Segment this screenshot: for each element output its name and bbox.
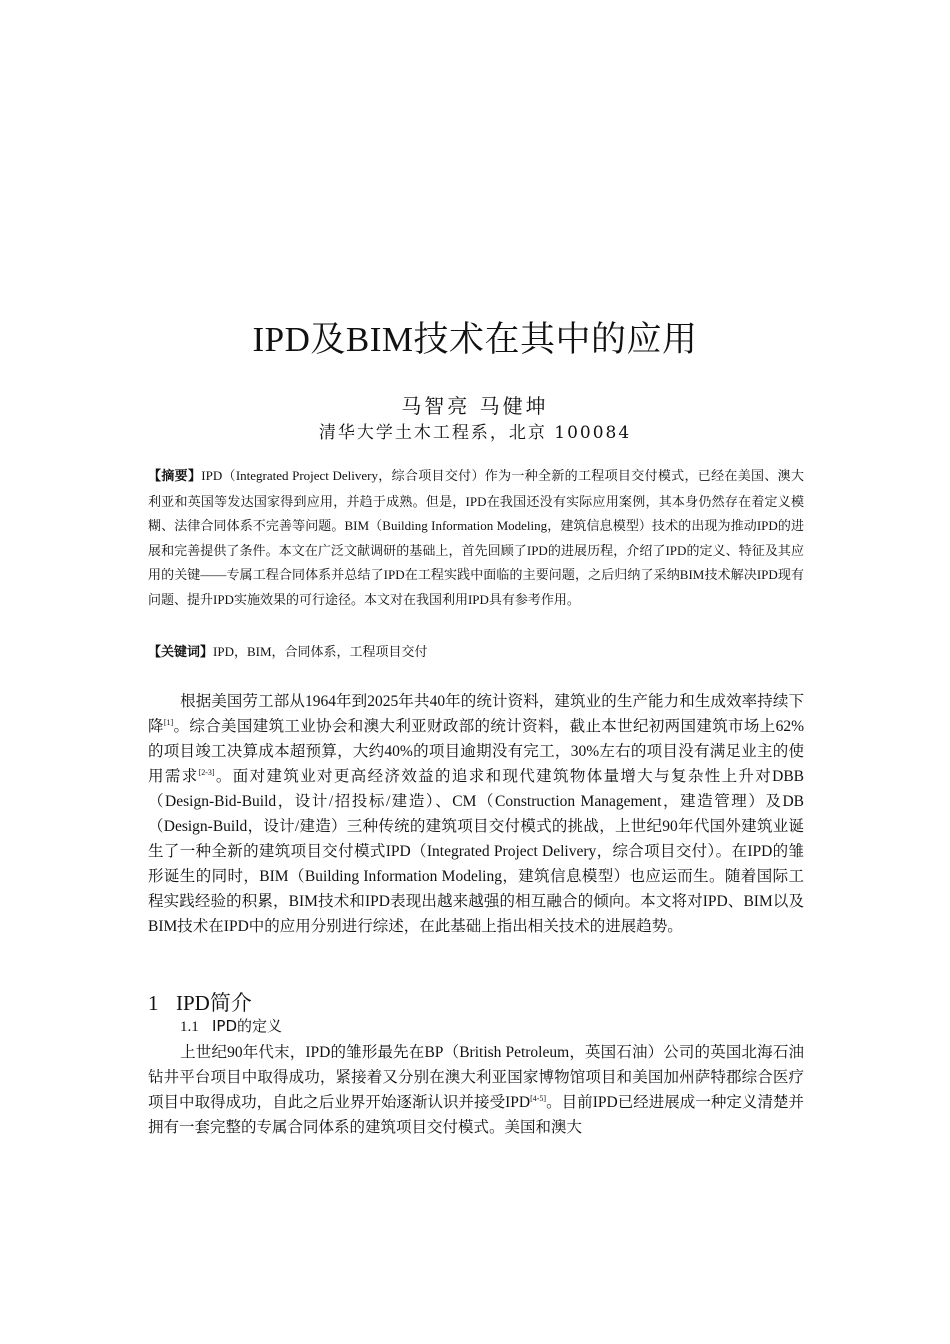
section-text-2: 。目前IPD已经进展成一种定义清楚并拥有一套完整的专属合同体系的建筑项目交付模式。美国和澳大 <box>148 1094 804 1136</box>
author-list: 马智亮 马健坤 <box>401 394 549 418</box>
author-affiliation: 清华大学土木工程系，北京 100084 <box>318 423 632 443</box>
subsection-heading-1-1 <box>180 1015 282 1036</box>
keywords <box>148 640 804 665</box>
section-text-1: 上世纪90年代末，IPD的雏形最先在BP（British Petroleum，英国石油）公司的英国北海石油钻井平台项目中取得成功，紧接着又分别在澳大利亚国家博物馆项目和美国加州萨特郡综合医疗项目中取得成功，自此之后业界开始逐渐认识并接受IPD <box>148 1044 804 1111</box>
keywords-text: IPD，BIM，合同体系，工程项目交付 <box>213 644 428 659</box>
citation-1: [1] <box>163 718 174 727</box>
intro-text-2: 。综合美国建筑工业协会和澳大利亚财政部的统计资料，截止本世纪初两国建筑市场上62%的项目竣工决算成本超预算，大约40%的项目逾期没有完工，30%左右的项目没有满足业主的使用需求 <box>148 718 804 785</box>
citation-2-3: [2-3] <box>198 768 215 777</box>
section-paragraph <box>148 1040 804 1140</box>
section-title: IPD简介 <box>176 991 252 1015</box>
subsection-number: 1.1 <box>180 1019 199 1035</box>
subsection-title: IPD的定义 <box>212 1017 283 1035</box>
abstract <box>148 464 804 612</box>
citation-4-5: [4-5] <box>530 1094 547 1103</box>
keywords-label: 【关键词】 <box>148 645 214 660</box>
section-number: 1 <box>148 991 159 1015</box>
abstract-text: IPD（Integrated Project Delivery，综合项目交付）作为一种全新的工程项目交付模式，已经在美国、澳大利亚和英国等发达国家得到应用，并趋于成熟。但是，IPD在我国还没有实际应用案例，其本身仍然存在着定义模糊、法律合同体系不完善等问题。BIM（Building Information Modeling，建筑信息模型）技术的出现为推动IPD的进展和完善提供了条件。本文在广泛文献调研的基础上，首先回顾了IPD的进展历程，介绍了IPD的定义、特征及其应用的关键——专属工程合同体系并总结了IPD在工程实践中面临的主要问题，之后归纳了采纳BIM技术解决IPD现有问题、提升IPD实施效果的可行途径。本文对在我国利用IPD具有参考作用。 <box>148 468 804 607</box>
intro-text-3: 。面对建筑业对更高经济效益的追求和现代建筑物体量增大与复杂性上升对DBB（Design-Bid-Build，设计/招投标/建造）、CM（Construction Management，建造管理）及DB（Design-Build，设计/建造）三种传统的建筑项目交付模式的挑战，上世纪90年代国外建筑业诞生了一种全新的建筑项目交付模式IPD（Integrated Project Delivery，综合项目交付）。在IPD的雏形诞生的同时，BIM（Building Information Modeling，建筑信息模型）也应运而生。随着国际工程实践经验的积累，BIM技术和IPD表现出越来越强的相互融合的倾向。本文将对IPD、BIM以及BIM技术在IPD中的应用分别进行综述，在此基础上指出相关技术的进展趋势。 <box>148 768 804 935</box>
intro-text-1: 根据美国劳工部从1964年到2025年共40年的统计资料，建筑业的生产能力和生成效率持续下降 <box>148 693 804 735</box>
intro-paragraph <box>148 689 804 939</box>
section-heading-1 <box>148 987 252 1017</box>
paper-title: IPD及BIM技术在其中的应用 <box>252 320 698 359</box>
abstract-label: 【摘要】 <box>148 469 202 484</box>
